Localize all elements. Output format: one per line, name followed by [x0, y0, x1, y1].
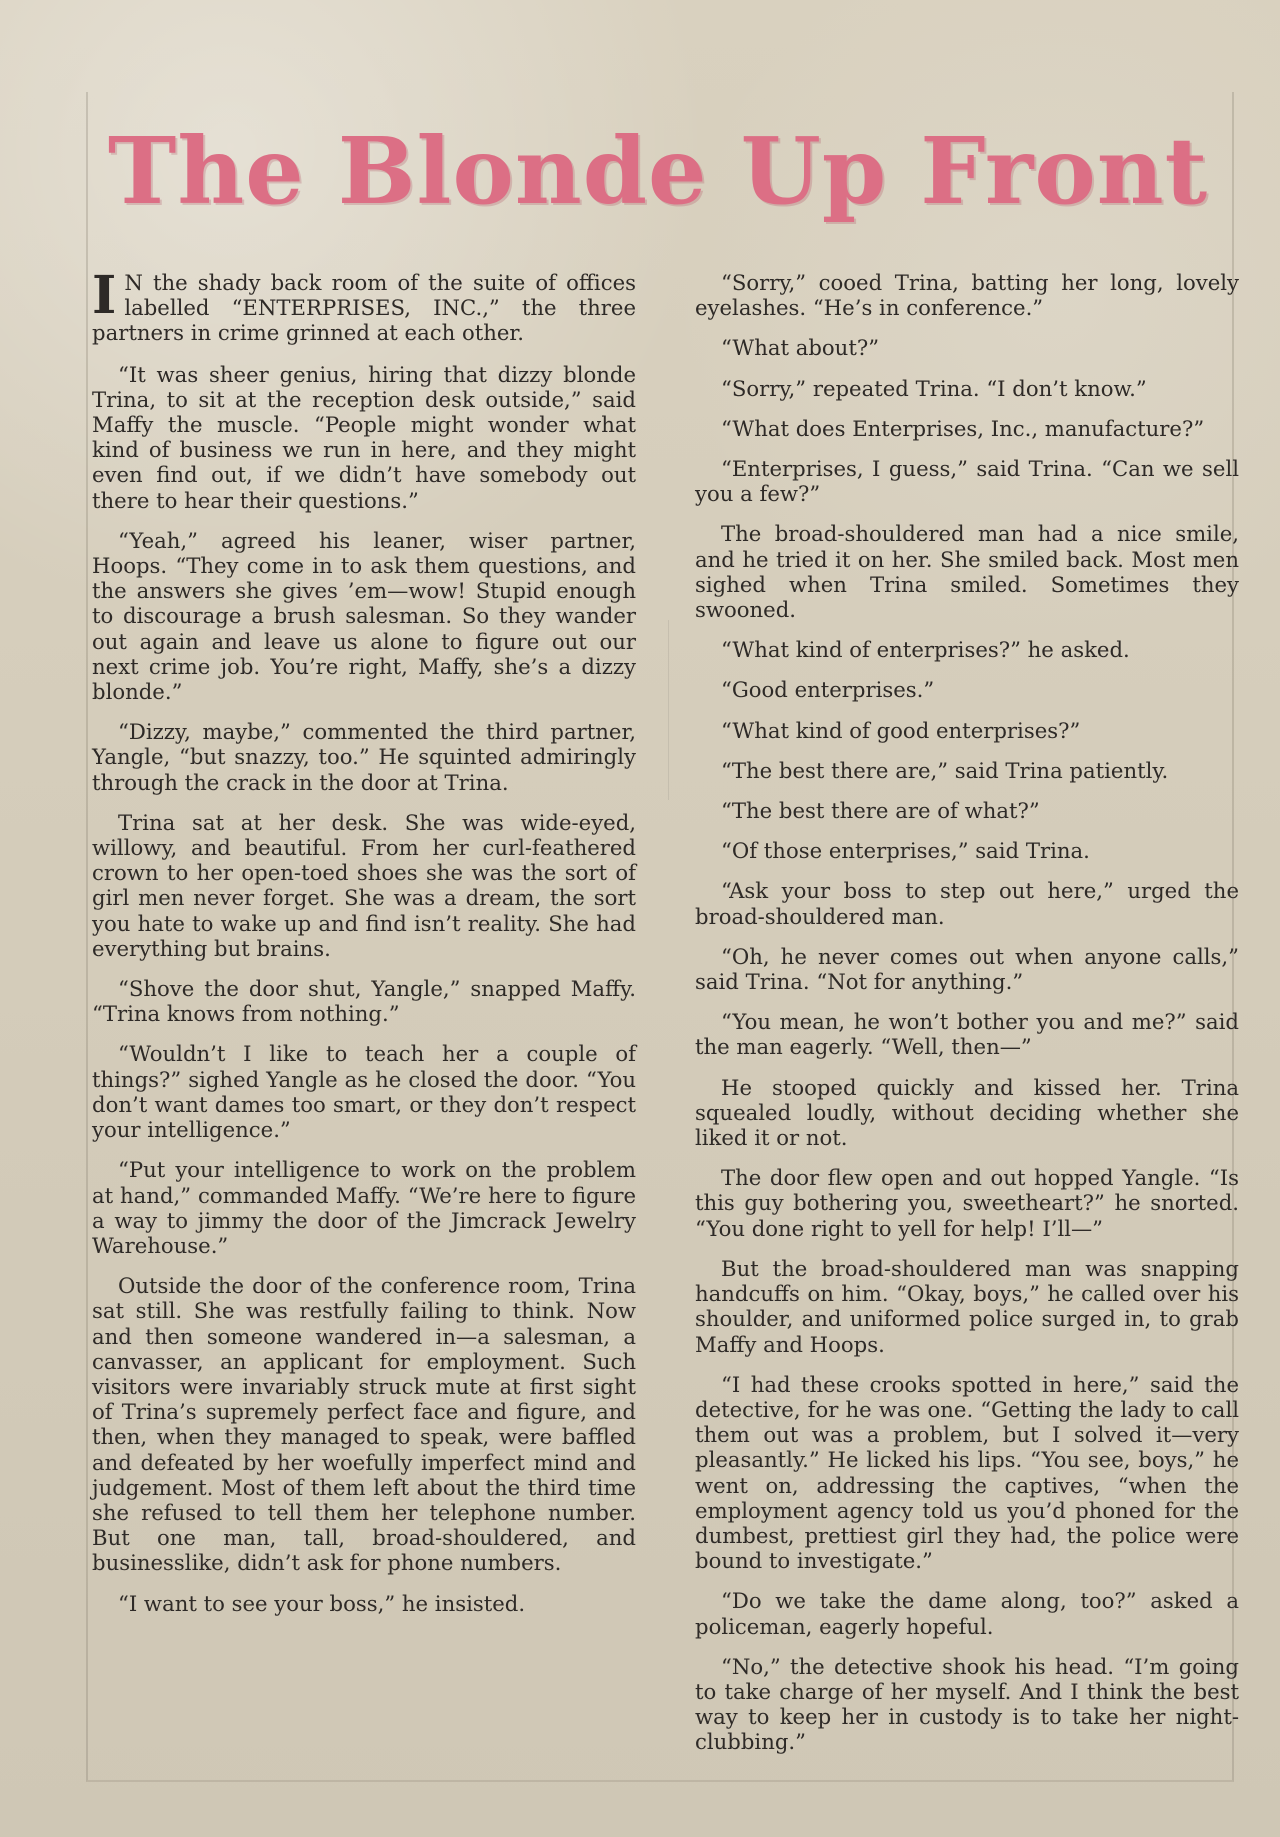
paragraph-8: “Put your intelligence to work on the problem at hand,” commanded Maffy. “We’re here to figure a way to jimmy the door of the Jimcrack Jewelry Warehouse.” [92, 1157, 636, 1258]
paragraph-9: Outside the door of the conference room, Trina sat still. She was restfully failing to think. Now and then someone wandered in—a salesman, a canvasser, an applicant for employment. Such visitors were invariably struck mute at first sight of Trina’s supremely perfect face and figure, and then, when they managed to speak, were baffled and defeated by her woefully imperfect mind and judgement. Most of them left about the third time she refused to tell them her telephone number. But one man, tall, broad-shouldered, and businesslike, didn’t ask for phone numbers. [92, 1273, 636, 1576]
paragraph-31: “No,” the detective shook his head. “I’m going to take charge of her myself. And I think the best way to keep her in custody is to take her night-clubbing.” [695, 1653, 1239, 1755]
paragraph-16: The broad-shouldered man had a nice smile, and he tried it on her. She smiled back. Most men sighed when Trina smiled. Sometimes they swooned. [695, 521, 1239, 623]
opening-text: N the shady back room of the suite of offices labelled “ENTERPRISES, INC.,” the three partners in crime grinned at each other. [92, 270, 636, 346]
drop-cap: I [92, 265, 117, 326]
paragraph-17: “What kind of enterprises?” he asked. [721, 637, 1130, 663]
paragraph-6: “Shove the door shut, Yangle,” snapped Maffy. “Trina knows from nothing.” [92, 976, 636, 1027]
paragraph-1 [92, 265, 636, 346]
paragraph-10: “I want to see your boss,” he insisted. [118, 1590, 526, 1616]
paragraph-23: “Ask your boss to step out here,” urged the broad-shouldered man. [695, 878, 1239, 929]
paragraph-14: “What does Enterprises, Inc., manufacture?” [721, 415, 1205, 441]
story-title: The Blonde Up Front [107, 117, 1209, 225]
paragraph-20: “The best there are,” said Trina patiently. [721, 757, 1169, 783]
paragraph-18: “Good enterprises.” [721, 677, 935, 703]
paragraph-3: “Yeah,” agreed his leaner, wiser partner, Hoops. “They come in to ask them questions, and the answers she gives ’em—wow! Stupid enough to discourage a brush salesman. So they wander out again and leave us alone to figure out our next crime job. You’re right, Maffy, she’s a dizzy blonde.” [92, 527, 636, 705]
paragraph-4: “Dizzy, maybe,” commented the third partner, Yangle, “but snazzy, too.” He squinted admiringly through the crack in the door at Trina. [92, 719, 636, 795]
paragraph-7: “Wouldn’t I like to teach her a couple of things?” sighed Yangle as he closed the door. “You don’t want dames too smart, or they don’t respect your intelligence.” [92, 1041, 636, 1143]
paragraph-13: “Sorry,” repeated Trina. “I don’t know.” [721, 375, 1147, 401]
paragraph-24: “Oh, he never comes out when anyone calls,” said Trina. “Not for anything.” [695, 943, 1239, 995]
paragraph-29: “I had these crooks spotted in here,” said the detective, for he was one. “Getting the lady to call them out was a problem, but I solved it—very pleasantly.” He licked his lips. “You see, boys,” he went on, addressing the captives, “when the employment agency told us you’d phoned for the dumbest, prettiest girl they had, the police were bound to investigate.” [695, 1371, 1239, 1574]
paragraph-2: “It was sheer genius, hiring that dizzy blonde Trina, to sit at the reception desk outside,” said Maffy the muscle. “People might wonder what kind of business we run in here, and they might even find out, if we didn’t have somebody out there to hear their questions.” [92, 361, 636, 513]
paragraph-28: But the broad-shouldered man was snapping handcuffs on him. “Okay, boys,” he called over his shoulder, and uniformed police surged in, to grab Maffy and Hoops. [695, 1255, 1239, 1357]
column-divider [668, 620, 669, 800]
left-column [92, 265, 636, 1631]
paragraph-22: “Of those enterprises,” said Trina. [721, 838, 1090, 864]
paragraph-12: “What about?” [721, 335, 880, 361]
paragraph-15: “Enterprises, I guess,” said Trina. “Can we sell you a few?” [695, 456, 1239, 507]
paragraph-27: The door flew open and out hopped Yangle. “Is this guy bothering you, sweetheart?” he snorted. “You done right to yell for help! I’ll—” [695, 1165, 1239, 1241]
paragraph-11: “Sorry,” cooed Trina, batting her long, lovely eyelashes. “He’s in conference.” [695, 270, 1239, 321]
paragraph-25: “You mean, he won’t bother you and me?” said the man eagerly. “Well, then—” [695, 1009, 1239, 1060]
paragraph-26: He stooped quickly and kissed her. Trina squealed loudly, without deciding whether she liked it or not. [695, 1074, 1239, 1151]
paragraph-19: “What kind of good enterprises?” [721, 717, 1081, 743]
paragraph-21: “The best there are of what?” [721, 798, 1040, 824]
paragraph-30: “Do we take the dame along, too?” asked a policeman, eagerly hopeful. [695, 1588, 1239, 1639]
right-column [695, 270, 1239, 1770]
paragraph-5: Trina sat at her desk. She was wide-eyed, willowy, and beautiful. From her curl-feathered crown to her open-toed shoes she was the sort of girl men never forget. She was a dream, the sort you hate to wake up and find isn’t reality. She had everything but brains. [92, 809, 636, 961]
